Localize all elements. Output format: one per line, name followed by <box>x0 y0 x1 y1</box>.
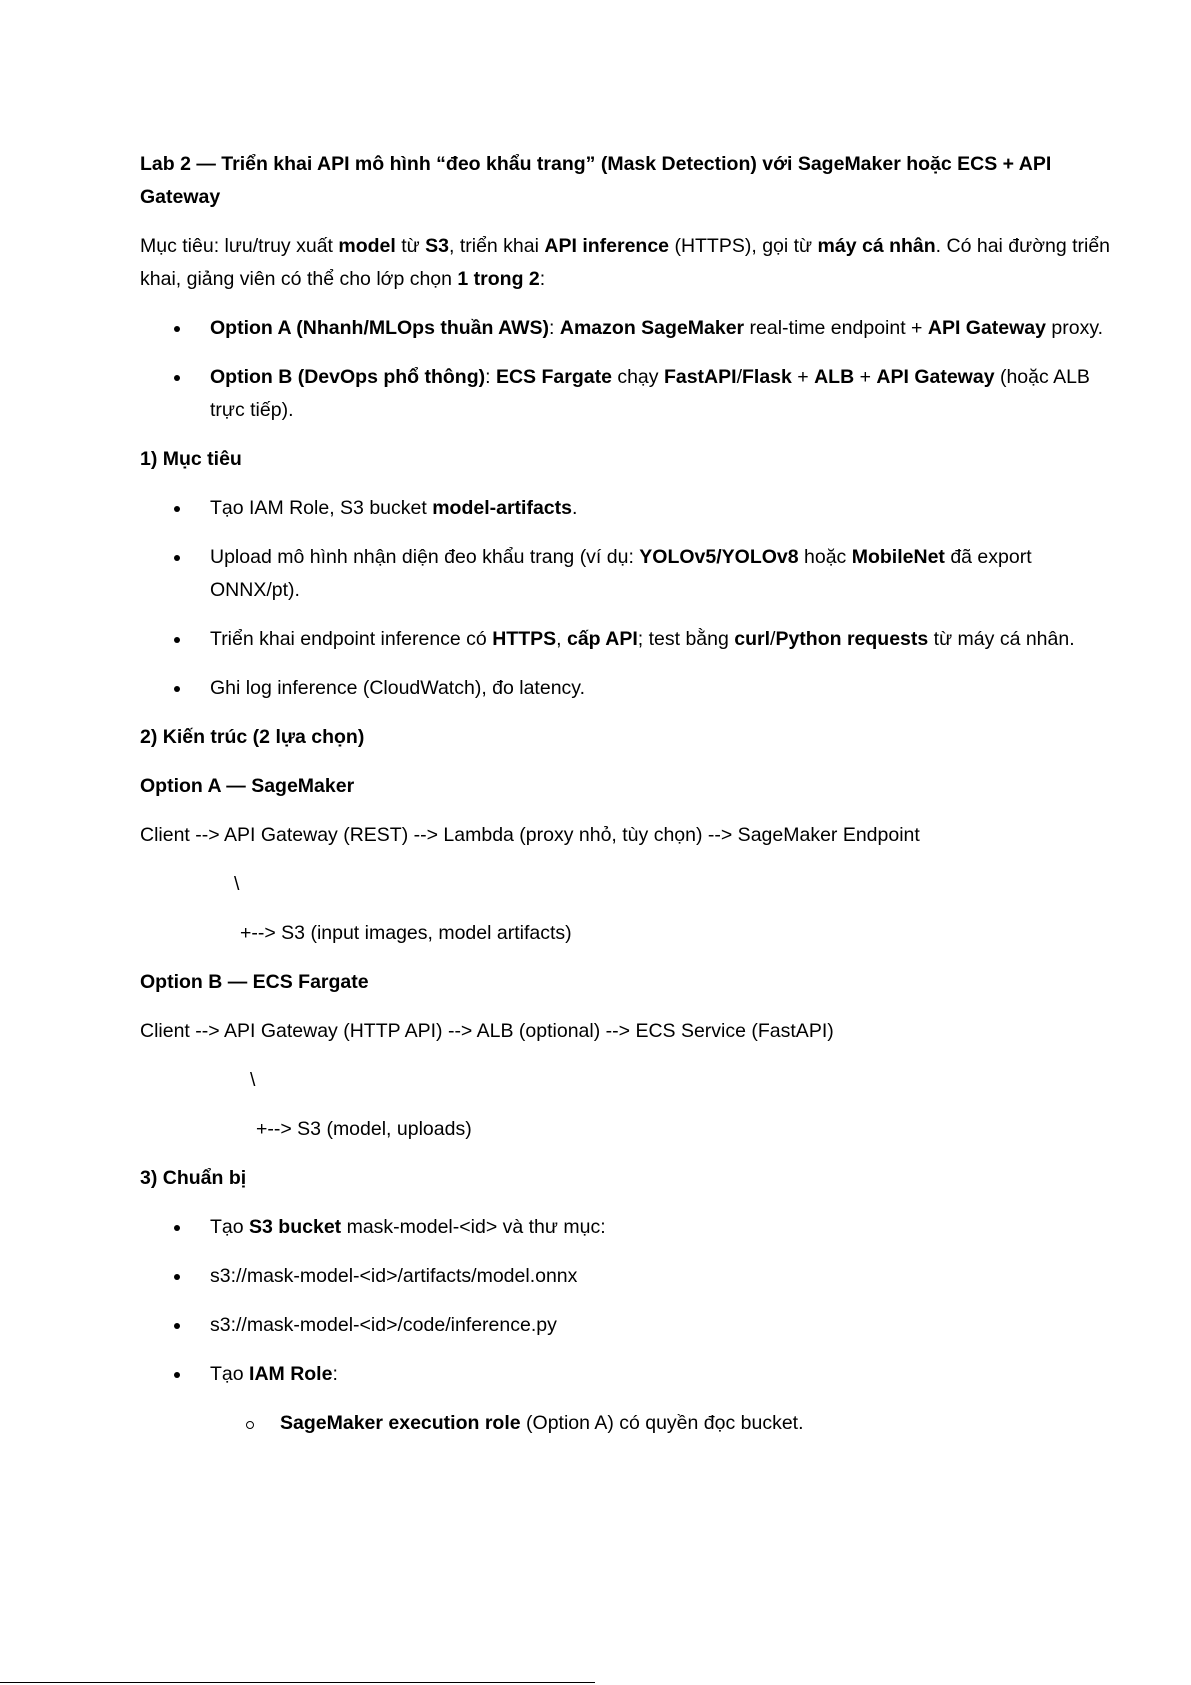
intro-text: : <box>539 268 546 290</box>
diagram-line: +--> S3 (input images, model artifacts) <box>240 922 572 944</box>
bullet-icon <box>174 686 180 692</box>
item-bold: HTTPS <box>492 628 557 650</box>
item-bold: IAM Role <box>249 1363 333 1385</box>
item-text: ; test bằng <box>637 628 735 650</box>
item-bold: API Gateway <box>876 366 995 388</box>
sub-list-item <box>140 1407 1120 1440</box>
footer-divider <box>0 1682 595 1683</box>
intro-text: . Có hai đường triển khai, giảng viên có thể cho lớp chọn <box>140 235 1111 290</box>
intro-bold: API inference <box>544 235 670 257</box>
item-bold: Amazon SageMaker <box>559 317 745 339</box>
item-bold: S3 bucket <box>249 1216 342 1238</box>
intro-paragraph <box>140 230 1120 296</box>
list-item <box>140 541 1120 607</box>
heading-text: Option B — ECS Fargate <box>140 971 369 993</box>
intro-text: Mục tiêu: lưu/truy xuất <box>140 235 339 257</box>
heading-text: 1) Mục tiêu <box>140 448 242 470</box>
item-bold: model-artifacts <box>432 497 572 519</box>
item-text: Tạo IAM Role, S3 bucket <box>210 497 433 519</box>
section-3-list <box>140 1211 1120 1440</box>
bullet-icon <box>174 555 180 561</box>
option-b-heading <box>140 966 1120 999</box>
options-list <box>140 312 1120 427</box>
item-text: đã export ONNX/pt). <box>210 546 1032 601</box>
bullet-icon <box>174 506 180 512</box>
item-bold: cấp API <box>566 628 638 650</box>
heading-text: 3) Chuẩn bị <box>140 1167 247 1189</box>
title-text: Lab 2 — Triển khai API mô hình “đeo khẩu trang” (Mask Detection) với SageMaker hoặc ECS + API Gateway <box>140 153 1052 208</box>
section-1-list <box>140 492 1120 705</box>
item-text: : <box>485 366 496 388</box>
item-bold: ECS Fargate <box>495 366 612 388</box>
item-bold: YOLOv5/YOLOv8 <box>639 546 799 568</box>
intro-bold: S3 <box>425 235 449 257</box>
bullet-icon <box>174 1274 180 1280</box>
item-text: Triển khai endpoint inference có <box>210 628 493 650</box>
document-title <box>140 148 1120 214</box>
list-item <box>140 623 1120 656</box>
item-text: Upload mô hình nhận diện đeo khẩu trang (ví dụ: <box>210 546 640 568</box>
list-item <box>140 1309 1120 1342</box>
item-text: : <box>332 1363 338 1385</box>
list-item <box>140 1211 1120 1244</box>
section-2-heading <box>140 721 1120 754</box>
list-item-option-b <box>140 361 1120 427</box>
item-bold: MobileNet <box>851 546 945 568</box>
list-item <box>140 1260 1120 1293</box>
sub-list <box>140 1407 1120 1440</box>
item-text: real-time endpoint + <box>744 317 928 339</box>
item-bold: SageMaker execution role <box>280 1412 521 1434</box>
option-a-heading <box>140 770 1120 803</box>
item-text: Tạo <box>210 1363 250 1385</box>
diagram-line: Client --> API Gateway (REST) --> Lambda (proxy nhỏ, tùy chọn) --> SageMaker Endpoint <box>140 824 920 846</box>
item-text: . <box>571 497 578 519</box>
item-text: + <box>791 366 815 388</box>
item-text: + <box>854 366 877 388</box>
diagram-line: \ <box>250 1069 256 1091</box>
bullet-icon <box>174 375 180 381</box>
intro-bold: 1 trong 2 <box>457 268 540 290</box>
item-text: s3://mask-model-<id>/code/inference.py <box>210 1314 557 1336</box>
item-text: Ghi log inference (CloudWatch), đo latency. <box>210 677 586 699</box>
diagram-line: Client --> API Gateway (HTTP API) --> ALB (optional) --> ECS Service (FastAPI) <box>140 1020 834 1042</box>
section-3-heading <box>140 1162 1120 1195</box>
option-a-label: Option A (Nhanh/MLOps thuần AWS) <box>210 317 550 339</box>
item-text: / <box>736 366 742 388</box>
item-text: (Option A) có quyền đọc bucket. <box>520 1412 804 1434</box>
item-text: chạy <box>611 366 664 388</box>
bullet-icon <box>174 1372 180 1378</box>
item-bold: curl <box>734 628 771 650</box>
item-text: mask-model-<id> và thư mục: <box>341 1216 606 1238</box>
item-text: proxy. <box>1046 317 1104 339</box>
item-bold: FastAPI <box>663 366 737 388</box>
item-text: s3://mask-model-<id>/artifacts/model.onnx <box>210 1265 578 1287</box>
list-item-option-a <box>140 312 1120 345</box>
item-text: , <box>556 628 567 650</box>
circle-bullet-icon <box>246 1421 254 1429</box>
intro-bold: model <box>338 235 396 257</box>
item-text: Tạo <box>210 1216 250 1238</box>
item-text: từ máy cá nhân. <box>928 628 1075 650</box>
bullet-icon <box>174 326 180 332</box>
intro-text: , triển khai <box>449 235 545 257</box>
list-item <box>140 492 1120 525</box>
option-b-label: Option B (DevOps phổ thông) <box>210 366 486 388</box>
item-text: hoặc <box>798 546 852 568</box>
item-bold: API Gateway <box>927 317 1046 339</box>
list-item <box>140 672 1120 705</box>
item-bold: ALB <box>814 366 855 388</box>
bullet-icon <box>174 637 180 643</box>
diagram-line: \ <box>234 873 240 895</box>
heading-text: 2) Kiến trúc (2 lựa chọn) <box>140 726 365 748</box>
item-bold: Flask <box>741 366 792 388</box>
document-page <box>140 148 1120 1456</box>
intro-bold: máy cá nhân <box>817 235 936 257</box>
bullet-icon <box>174 1225 180 1231</box>
item-text: / <box>770 628 776 650</box>
item-bold: Python requests <box>775 628 929 650</box>
list-item <box>140 1358 1120 1440</box>
bullet-icon <box>174 1323 180 1329</box>
heading-text: Option A — SageMaker <box>140 775 355 797</box>
section-1-heading <box>140 443 1120 476</box>
item-text: (hoặc ALB trực tiếp). <box>210 366 1090 421</box>
diagram-line: +--> S3 (model, uploads) <box>256 1118 472 1140</box>
intro-text: từ <box>395 235 426 257</box>
item-text: : <box>549 317 560 339</box>
intro-text: (HTTPS), gọi từ <box>669 235 818 257</box>
